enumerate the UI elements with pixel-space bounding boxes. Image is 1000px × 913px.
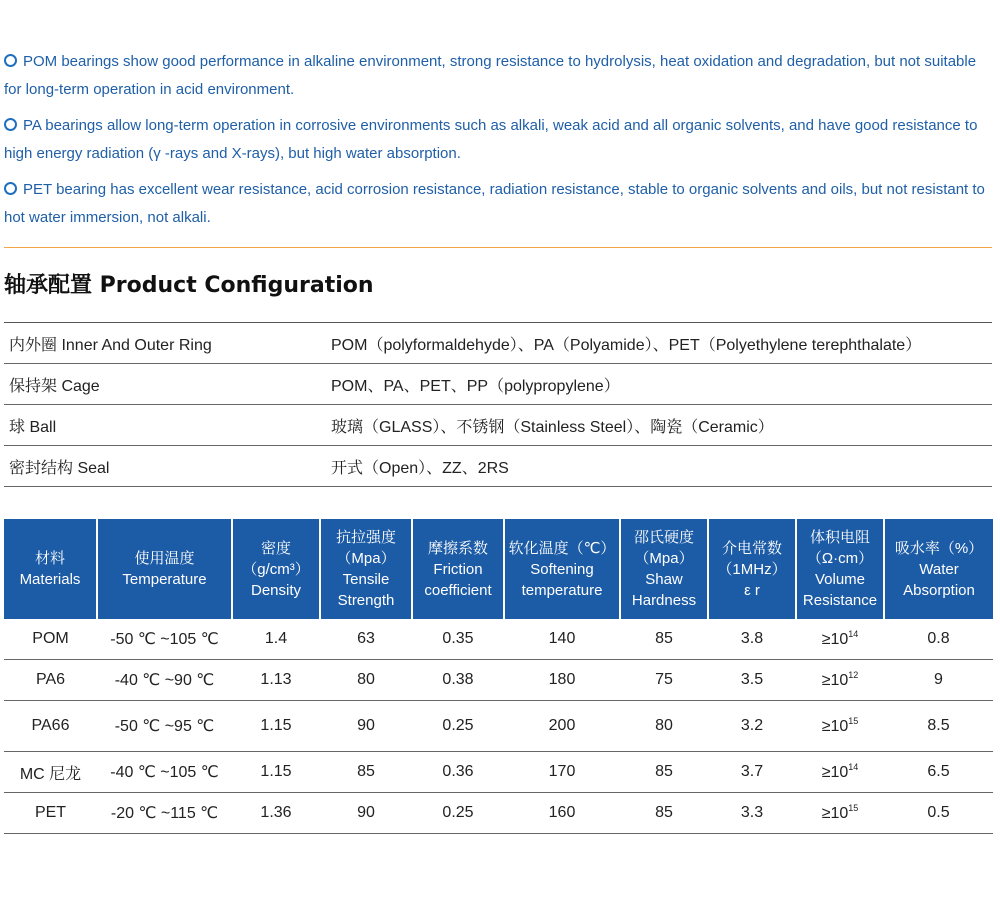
cell-softening: 180 [504, 660, 620, 701]
cell-absorption: 9 [884, 660, 993, 701]
cell-resistance: $\ge 10^{15}$ [796, 701, 884, 752]
cell-tensile: 90 [320, 793, 412, 834]
config-label: 球 Ball [9, 418, 57, 436]
intro-paragraph-pa: PA bearings allow long-term operation in corrosive environments such as alkali, weak acid and all organic solvents, and have good resistance to high energy radiation (γ -rays and X-rays), but high water absorption. [4, 117, 978, 162]
cell-temperature: -50 ℃ ~95 ℃ [97, 701, 232, 752]
cell-density: 1.15 [232, 752, 320, 793]
cell-temperature: -50 ℃ ~105 ℃ [97, 619, 232, 660]
table-row [4, 660, 993, 701]
config-row-ball [4, 405, 992, 446]
config-row-cage [4, 364, 992, 405]
header-water-absorption: 吸水率（%） Water Absorption [884, 519, 993, 619]
config-label: 密封结构 Seal [9, 459, 110, 477]
cell-friction: 0.36 [412, 752, 504, 793]
cell-softening: 140 [504, 619, 620, 660]
cell-material: MC 尼龙 [4, 752, 97, 793]
section-title: 轴承配置 Product Configuration [4, 273, 374, 298]
cell-friction: 0.25 [412, 793, 504, 834]
cell-friction: 0.38 [412, 660, 504, 701]
cell-dielectric: 3.3 [708, 793, 796, 834]
cell-resistance: $\ge 10^{12}$ [796, 660, 884, 701]
cell-friction: 0.25 [412, 701, 504, 752]
cell-material: PA66 [4, 701, 97, 752]
cell-tensile: 80 [320, 660, 412, 701]
cell-absorption: 0.8 [884, 619, 993, 660]
header-dielectric-constant: 介电常数 （1MHz） ε r [708, 519, 796, 619]
intro-paragraph-pet: PET bearing has excellent wear resistance, acid corrosion resistance, radiation resistance, stable to organic solvents and oils, but not resistant to hot water immersion, not alkali. [4, 181, 985, 226]
cell-density: 1.4 [232, 619, 320, 660]
cell-material: POM [4, 619, 97, 660]
cell-temperature: -40 ℃ ~105 ℃ [97, 752, 232, 793]
cell-absorption: 0.5 [884, 793, 993, 834]
cell-density: 1.15 [232, 701, 320, 752]
cell-softening: 170 [504, 752, 620, 793]
cell-resistance: $\ge 10^{14}$ [796, 752, 884, 793]
cell-hardness: 85 [620, 619, 708, 660]
config-value: 玻璃（GLASS）、不锈钢（Stainless Steel）、陶瓷（Ceramic） [331, 418, 774, 436]
cell-tensile: 63 [320, 619, 412, 660]
table-header-row [4, 519, 993, 619]
cell-absorption: 6.5 [884, 752, 993, 793]
cell-tensile: 90 [320, 701, 412, 752]
cell-softening: 160 [504, 793, 620, 834]
cell-material: PA6 [4, 660, 97, 701]
table-row [4, 701, 993, 752]
circle-bullet-icon [4, 182, 17, 195]
table-row [4, 619, 993, 660]
cell-dielectric: 3.5 [708, 660, 796, 701]
cell-friction: 0.35 [412, 619, 504, 660]
cell-absorption: 8.5 [884, 701, 993, 752]
header-temperature: 使用温度 Temperature [97, 519, 232, 619]
material-properties-table [4, 519, 993, 834]
config-value: POM、PA、PET、PP（polypropylene） [331, 377, 620, 395]
config-row-ring [4, 323, 992, 364]
header-friction-coefficient: 摩擦系数 Friction coefficient [412, 519, 504, 619]
product-configuration-table [4, 322, 992, 487]
cell-density: 1.13 [232, 660, 320, 701]
header-volume-resistance: 体积电阻 （Ω·cm） Volume Resistance [796, 519, 884, 619]
header-density: 密度 （g/cm³） Density [232, 519, 320, 619]
table-row [4, 752, 993, 793]
circle-bullet-icon [4, 118, 17, 131]
cell-hardness: 85 [620, 793, 708, 834]
config-value: 开式（Open）、ZZ、2RS [331, 459, 509, 477]
header-materials: 材料 Materials [4, 519, 97, 619]
cell-tensile: 85 [320, 752, 412, 793]
cell-hardness: 75 [620, 660, 708, 701]
cell-dielectric: 3.8 [708, 619, 796, 660]
intro-paragraph-pom: POM bearings show good performance in alkaline environment, strong resistance to hydrolysis, heat oxidation and degradation, but not suitable for long-term operation in acid environment. [4, 53, 977, 98]
table-row [4, 793, 993, 834]
cell-material: PET [4, 793, 97, 834]
cell-temperature: -20 ℃ ~115 ℃ [97, 793, 232, 834]
config-row-seal [4, 446, 992, 487]
intro-text [4, 48, 994, 240]
cell-hardness: 85 [620, 752, 708, 793]
circle-bullet-icon [4, 54, 17, 67]
cell-resistance: $\ge 10^{14}$ [796, 619, 884, 660]
cell-dielectric: 3.2 [708, 701, 796, 752]
config-label: 内外圈 Inner And Outer Ring [9, 336, 212, 354]
cell-softening: 200 [504, 701, 620, 752]
cell-resistance: $\ge 10^{15}$ [796, 793, 884, 834]
config-value: POM（polyformaldehyde）、PA（Polyamide）、PET（Polyethylene terephthalate） [331, 336, 922, 354]
section-divider [4, 247, 992, 248]
cell-hardness: 80 [620, 701, 708, 752]
config-label: 保持架 Cage [9, 377, 100, 395]
cell-dielectric: 3.7 [708, 752, 796, 793]
header-shaw-hardness: 邵氏硬度 （Mpa） Shaw Hardness [620, 519, 708, 619]
header-tensile-strength: 抗拉强度 （Mpa） Tensile Strength [320, 519, 412, 619]
cell-temperature: -40 ℃ ~90 ℃ [97, 660, 232, 701]
header-softening-temperature: 软化温度（℃） Softening temperature [504, 519, 620, 619]
cell-density: 1.36 [232, 793, 320, 834]
